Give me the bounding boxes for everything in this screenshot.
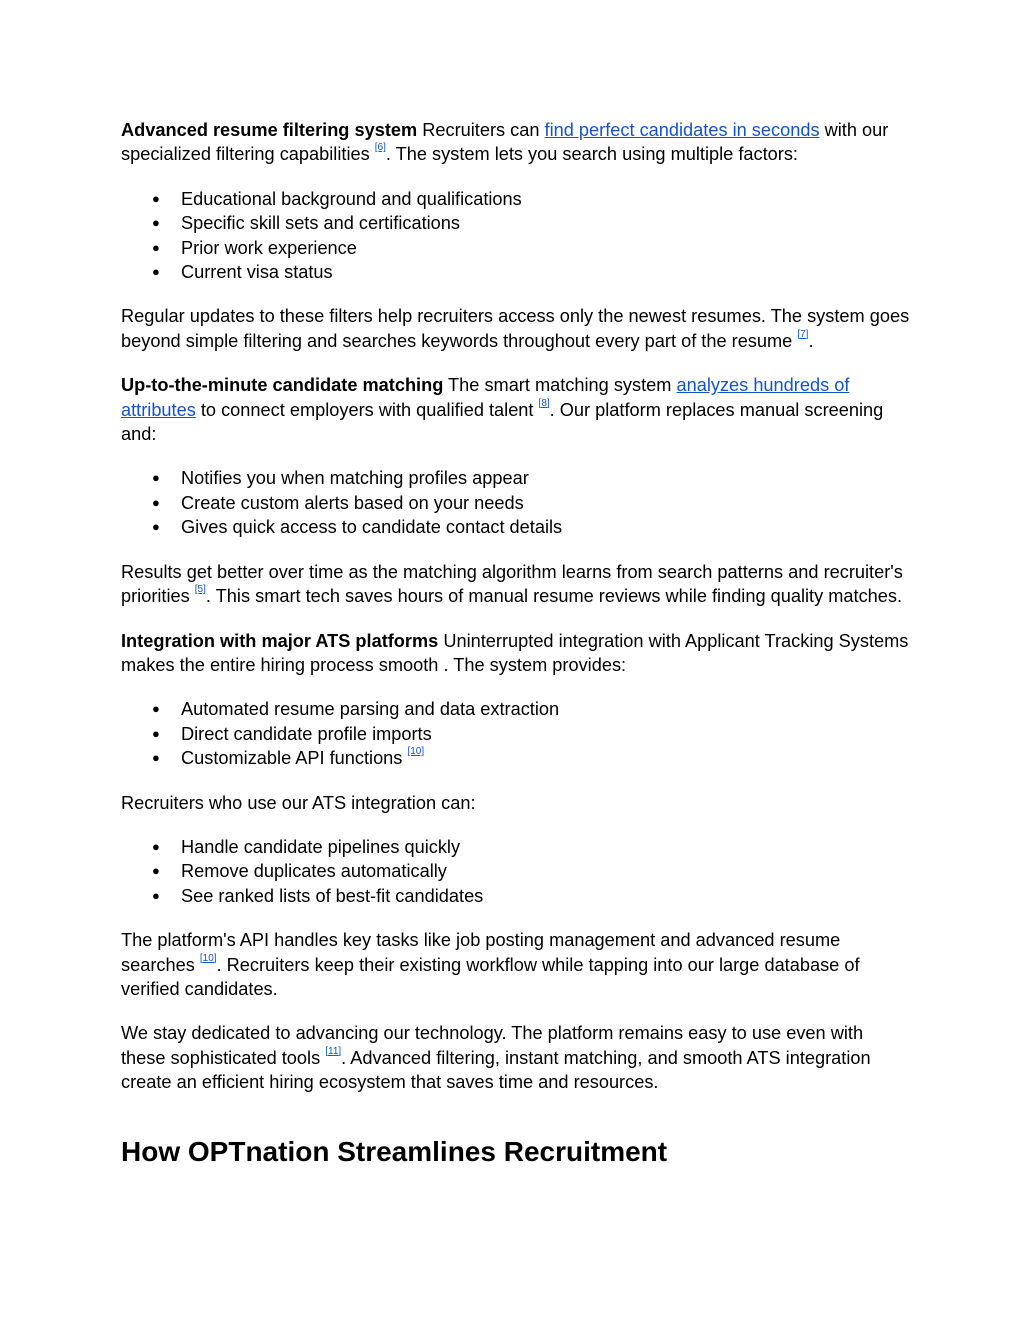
paragraph-resume-filtering: Advanced resume filtering system Recruiters can find perfect candidates in seconds with our specialized filtering capabilities [6]. The system lets you search using multiple factors: bbox=[121, 120, 889, 165]
bullet-icon: ● bbox=[152, 190, 160, 206]
list-item: ● See ranked lists of best-fit candidates bbox=[121, 884, 911, 908]
list-item: ● Handle candidate pipelines quickly bbox=[121, 835, 911, 859]
paragraph-filter-updates: Regular updates to these filters help recruiters access only the newest resumes. The system goes beyond simple filtering and searches keywords throughout every part of the resume [7]. bbox=[121, 306, 910, 351]
paragraph-ats-integration: Integration with major ATS platforms Uninterrupted integration with Applicant Tracking Systems makes the entire hiring process smooth . The system provides: bbox=[121, 630, 909, 675]
paragraph-ats-recruiters: Recruiters who use our ATS integration can: bbox=[121, 792, 476, 813]
bullet-icon: ● bbox=[152, 239, 160, 255]
bullet-icon: ● bbox=[152, 701, 160, 717]
bullet-icon: ● bbox=[152, 264, 160, 280]
list-item: ● Current visa status bbox=[121, 260, 911, 284]
heading-ats-integration: Integration with major ATS platforms bbox=[121, 630, 439, 651]
list-item: ● Direct candidate profile imports bbox=[121, 722, 911, 746]
bullet-icon: ● bbox=[152, 887, 160, 903]
list-item: ● Gives quick access to candidate contact details bbox=[121, 515, 911, 539]
citation-5[interactable]: [5] bbox=[194, 584, 206, 596]
paragraph-api-tasks: The platform's API handles key tasks like job posting management and advanced resume searches [10]. Recruiters keep their existing workflow while tapping into our large database of verified candidates. bbox=[121, 930, 860, 999]
list-item: ● Specific skill sets and certifications bbox=[121, 211, 911, 235]
list-item: ● Customizable API functions [10] bbox=[121, 746, 911, 770]
list-item: ● Automated resume parsing and data extraction bbox=[121, 697, 911, 721]
bullet-icon: ● bbox=[152, 470, 160, 486]
heading-candidate-matching: Up-to-the-minute candidate matching bbox=[121, 375, 444, 396]
citation-11[interactable]: [11] bbox=[325, 1045, 342, 1057]
filter-factors-list bbox=[121, 187, 911, 285]
list-item: ● Create custom alerts based on your needs bbox=[121, 491, 911, 515]
bullet-icon: ● bbox=[152, 838, 160, 854]
bullet-icon: ● bbox=[152, 519, 160, 535]
bullet-icon: ● bbox=[152, 494, 160, 510]
section-title: How OPTnation Streamlines Recruitment bbox=[121, 1135, 668, 1167]
citation-6[interactable]: [6] bbox=[374, 142, 386, 154]
bullet-icon: ● bbox=[152, 863, 160, 879]
matching-features-list bbox=[121, 466, 911, 539]
ats-benefits-list bbox=[121, 835, 911, 908]
paragraph-closing: We stay dedicated to advancing our technology. The platform remains easy to use even with these sophisticated tools [11]. Advanced filtering, instant matching, and smooth ATS integration create an efficient hiring ecosystem that saves time and resources. bbox=[121, 1023, 871, 1093]
link-analyzes-attributes[interactable]: analyzes hundreds of attributes bbox=[121, 375, 850, 420]
ats-features-list bbox=[121, 697, 911, 770]
heading-resume-filtering: Advanced resume filtering system bbox=[121, 120, 418, 140]
citation-10[interactable]: [10] bbox=[407, 746, 425, 758]
paragraph-candidate-matching: Up-to-the-minute candidate matching The smart matching system analyzes hundreds of attributes to connect employers with qualified talent [8]. Our platform replaces manual screening and: bbox=[121, 375, 884, 445]
paragraph-matching-results: Results get better over time as the matching algorithm learns from search patterns and recruiter's priorities [5]. This smart tech saves hours of manual resume reviews while finding quality matches. bbox=[121, 561, 903, 607]
document-page bbox=[121, 118, 911, 1169]
list-item: ● Remove duplicates automatically bbox=[121, 859, 911, 883]
citation-8[interactable]: [8] bbox=[538, 397, 550, 409]
list-item: ● Educational background and qualifications bbox=[121, 187, 911, 211]
citation-10[interactable]: [10] bbox=[199, 952, 217, 964]
link-find-candidates[interactable]: find perfect candidates in seconds bbox=[544, 120, 820, 140]
list-item: ● Prior work experience bbox=[121, 236, 911, 260]
bullet-icon: ● bbox=[152, 725, 160, 741]
bullet-icon: ● bbox=[152, 215, 160, 231]
citation-7[interactable]: [7] bbox=[797, 328, 809, 340]
list-item: ● Notifies you when matching profiles appear bbox=[121, 466, 911, 490]
bullet-icon: ● bbox=[152, 750, 160, 766]
